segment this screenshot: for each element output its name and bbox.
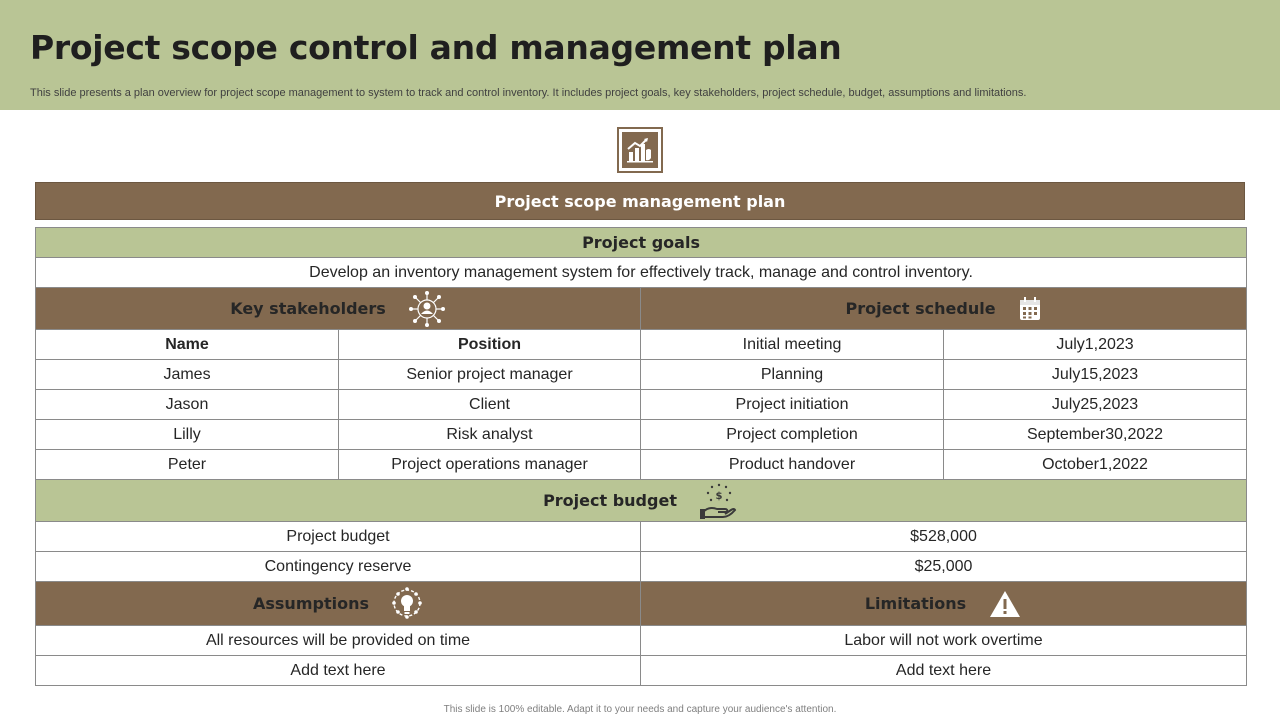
lightbulb-icon	[391, 587, 423, 621]
limitations-label: Limitations	[864, 594, 967, 613]
schedule-date: July25,2023	[944, 390, 1247, 420]
table-row	[36, 522, 1247, 552]
schedule-date: October1,2022	[944, 450, 1247, 480]
schedule-header	[641, 288, 1247, 330]
schedule-date: July1,2023	[944, 330, 1247, 360]
footer-note: This slide is 100% editable. Adapt it to your needs and capture your audience's attention.	[443, 704, 837, 715]
schedule-milestone: Initial meeting	[641, 330, 944, 360]
assumptions-limitations-header-row	[36, 582, 1247, 626]
schedule-date: July15,2023	[944, 360, 1247, 390]
table-row	[36, 656, 1247, 686]
budget-header-row	[36, 480, 1247, 522]
budget-item-label: Project budget	[36, 522, 641, 552]
stakeholder-position: Project operations manager	[339, 450, 641, 480]
table-row	[36, 420, 1247, 450]
stakeholders-schedule-header-row	[36, 288, 1247, 330]
header-band	[0, 0, 1280, 110]
stakeholder-name-header: Name	[36, 330, 339, 360]
assumptions-header	[36, 582, 641, 626]
schedule-label: Project schedule	[845, 299, 996, 318]
assumption-item: All resources will be provided on time	[36, 626, 641, 656]
table-row	[36, 360, 1247, 390]
stakeholder-name: Jason	[36, 390, 339, 420]
goals-text-row	[36, 258, 1247, 288]
goals-header-row	[36, 228, 1247, 258]
stakeholder-position-header: Position	[339, 330, 641, 360]
limitation-item: Labor will not work overtime	[641, 626, 1247, 656]
stakeholder-name: Peter	[36, 450, 339, 480]
growth-chart-icon	[617, 127, 663, 173]
schedule-date: September30,2022	[944, 420, 1247, 450]
table-row	[36, 330, 1247, 360]
stakeholder-name: Lilly	[36, 420, 339, 450]
budget-item-value: $25,000	[641, 552, 1247, 582]
warning-icon	[988, 589, 1022, 619]
network-people-icon	[408, 290, 446, 328]
schedule-milestone: Planning	[641, 360, 944, 390]
stakeholder-position: Client	[339, 390, 641, 420]
budget-item-label: Contingency reserve	[36, 552, 641, 582]
limitation-item: Add text here	[641, 656, 1247, 686]
table-row	[36, 450, 1247, 480]
budget-header	[36, 480, 1247, 522]
goals-label: Project goals	[36, 228, 1247, 258]
svg-text:$: $	[715, 490, 723, 502]
table-row	[36, 390, 1247, 420]
budget-label: Project budget	[543, 491, 677, 510]
schedule-milestone: Project completion	[641, 420, 944, 450]
stakeholder-name: James	[36, 360, 339, 390]
money-hand-icon	[699, 482, 739, 520]
stakeholders-header	[36, 288, 641, 330]
plan-title-bar: Project scope management plan	[35, 182, 1245, 220]
budget-item-value: $528,000	[641, 522, 1247, 552]
stakeholder-position: Senior project manager	[339, 360, 641, 390]
plan-table	[35, 227, 1247, 686]
assumptions-label: Assumptions	[253, 594, 369, 613]
stakeholder-position: Risk analyst	[339, 420, 641, 450]
table-row	[36, 626, 1247, 656]
page-title: Project scope control and management plan	[30, 28, 842, 67]
schedule-milestone: Product handover	[641, 450, 944, 480]
schedule-milestone: Project initiation	[641, 390, 944, 420]
assumption-item: Add text here	[36, 656, 641, 686]
page-subtitle: This slide presents a plan overview for project scope management to system to track and control inventory. It includes project goals, key stakeholders, project schedule, budget, assumptions and limitations.	[30, 87, 1027, 99]
goals-text: Develop an inventory management system for effectively track, manage and control inventory.	[36, 258, 1247, 288]
limitations-header	[641, 582, 1247, 626]
stakeholders-label: Key stakeholders	[230, 299, 386, 318]
table-row	[36, 552, 1247, 582]
calendar-icon	[1018, 296, 1042, 322]
